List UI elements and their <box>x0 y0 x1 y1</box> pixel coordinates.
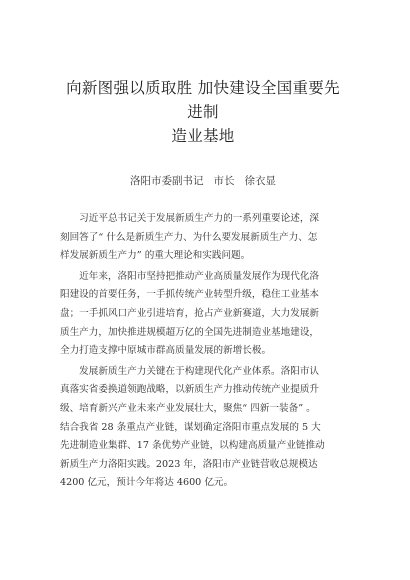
text-line: 真落实省委换道领跑战略，以新质生产力推动传统产业提质升 <box>60 384 320 396</box>
article-title <box>60 76 346 148</box>
text-line: 级、培育新兴产业未来产业发展壮大，聚焦“ 四新一装备” 。 <box>60 402 316 414</box>
text-line: 先进制造业集群、17 条优势产业链，以构建高质量产业链推动 <box>60 440 325 452</box>
author-byline <box>60 174 346 188</box>
text-line: 结合我省 28 条重点产业链，谋划确定洛阳市重点发展的 5 大 <box>60 421 321 433</box>
author-name: 徐衣显 <box>244 175 276 187</box>
paragraph <box>60 268 346 361</box>
text-line: 全力打造支撑中原城市群高质量发展的新增长极。 <box>60 345 272 357</box>
text-line: 刻回答了“ 什么是新质生产力、为什么要发展新质生产力、怎 <box>60 231 318 243</box>
article-title-line: 造业基地 <box>171 127 235 145</box>
text-line: 阳建设的首要任务，一手抓传统产业转型升级，稳住工业基本 <box>60 289 320 301</box>
article-body <box>60 210 346 493</box>
text-line: 发展新质生产力关键在于构建现代化产业体系。洛阳市认 <box>60 365 320 377</box>
text-line: 近年来，洛阳市坚持把推动产业高质量发展作为现代化洛 <box>60 270 320 282</box>
author-role: 市长 <box>213 175 235 187</box>
text-line: 新质生产力洛阳实践。2023 年，洛阳市产业链营收总规模达 <box>60 458 318 470</box>
text-line: 盘；一手抓风口产业引进培育，抢占产业新赛道，大力发展新 <box>60 307 320 319</box>
text-line: 习近平总书记关于发展新质生产力的一系列重要论述，深 <box>60 213 320 224</box>
text-line: 质生产力，加快推进规模超万亿的全国先进制造业基地建设， <box>60 326 320 338</box>
paragraph <box>60 363 346 493</box>
text-line: 样发展新质生产力” 的重大理论和实践问题。 <box>60 250 251 262</box>
article-title-line: 向新图强以质取胜 加快建设全国重要先进制 <box>66 79 340 121</box>
text-line: 4200 亿元，预计今年将达 4600 亿元。 <box>60 477 234 489</box>
author-org-role: 洛阳市委副书记 <box>130 175 204 187</box>
paragraph <box>60 210 346 266</box>
